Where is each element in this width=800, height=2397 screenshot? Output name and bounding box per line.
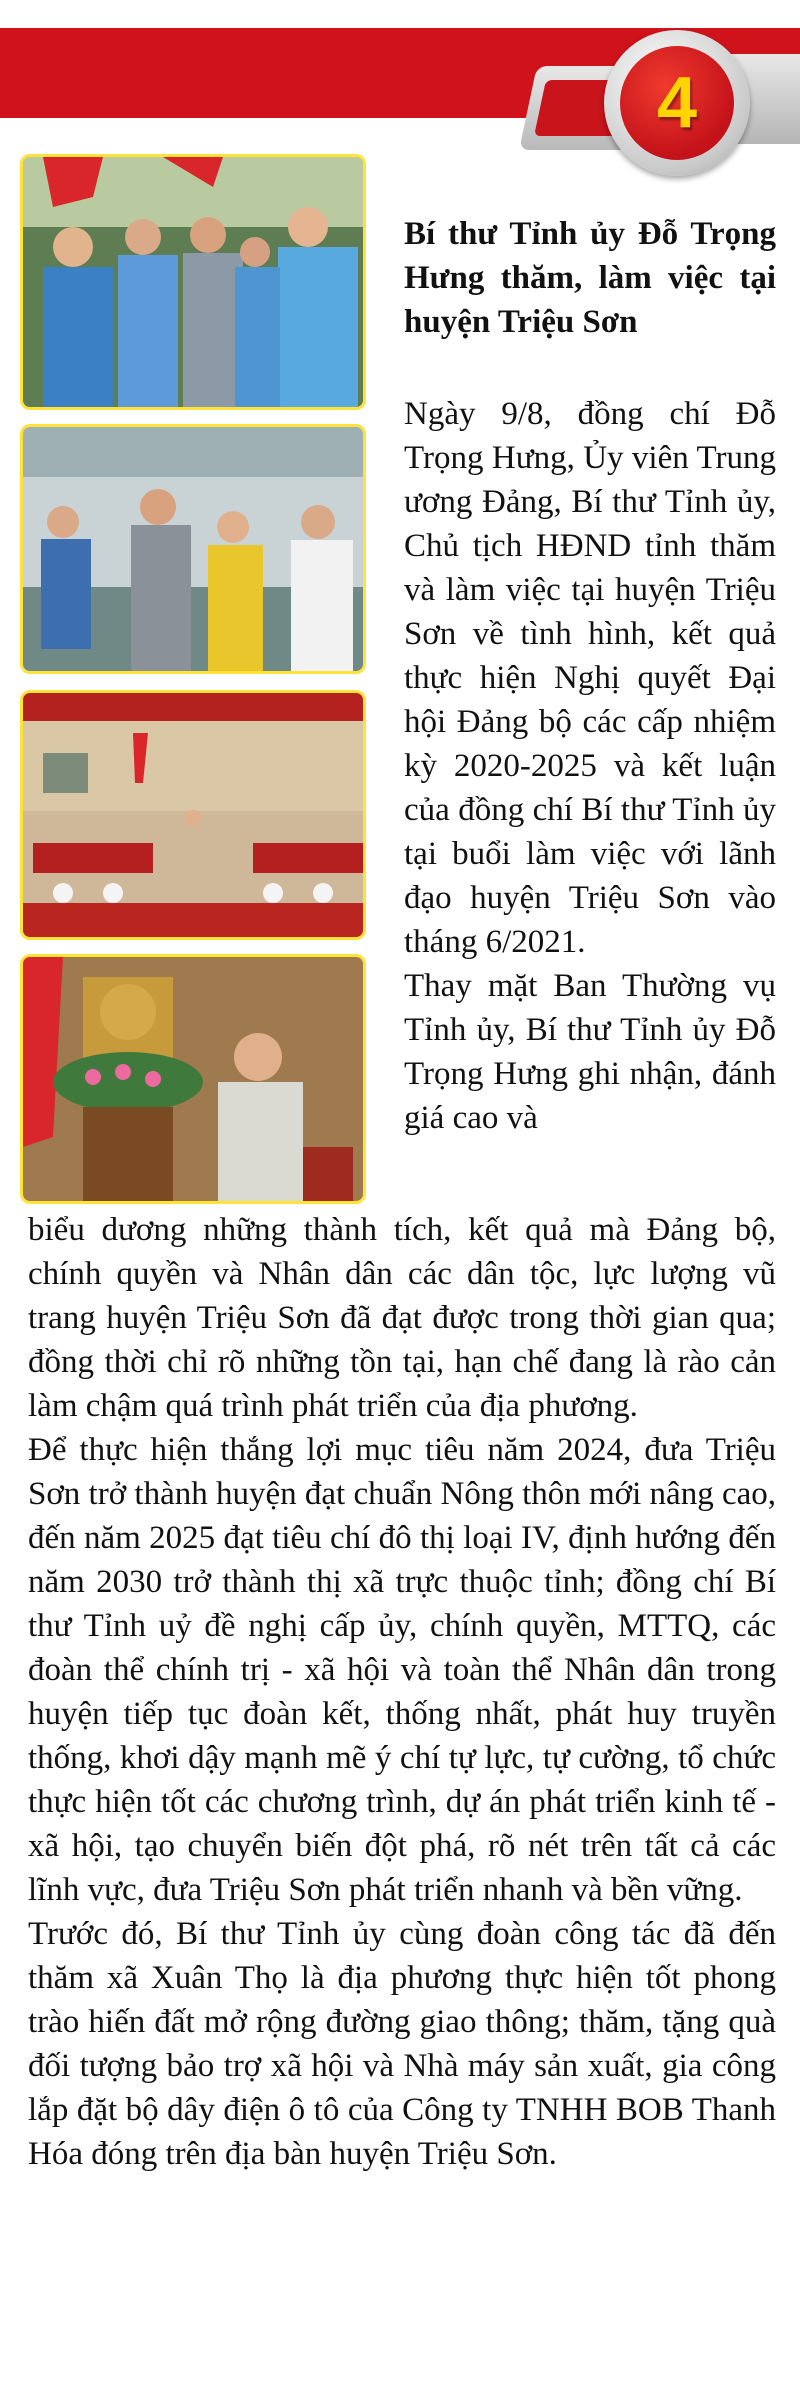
photo-factory-visit: [20, 424, 366, 674]
paragraph: biểu dương những thành tích, kết quả mà Đảng bộ, chính quyền và Nhân dân các dân tộc, lực lượng vũ trang huyện Triệu Sơn đã đạt được trong thời gian qua; đồng thời chỉ rõ những tồn tại, hạn chế đang là rào cản làm chậm quá trình phát triển của địa phương.: [28, 1212, 776, 1424]
paragraph: Trước đó, Bí thư Tỉnh ủy cùng đoàn công tác đã đến thăm xã Xuân Thọ là địa phương thực hiện tốt phong trào hiến đất mở rộng đường giao thông; thăm, tặng quà đối tượng bảo trợ xã hội và Nhà máy sản xuất, gia công lắp đặt bộ dây điện ô tô của Công ty TNHH BOB Thanh Hóa đóng trên địa bàn huyện Triệu Sơn.: [28, 1916, 776, 2172]
paragraph: Ngày 9/8, đồng chí Đỗ Trọng Hưng, Ủy viên Trung ương Đảng, Bí thư Tỉnh ủy, Chủ tịch HĐND tỉnh thăm và làm việc tại huyện Triệu Sơn về tình hình, kết quả thực hiện Nghị quyết Đại hội Đảng bộ các cấp nhiệm kỳ 2020-2025 và kết luận của đồng chí Bí thư Tỉnh ủy tại buổi làm việc với lãnh đạo huyện Triệu Sơn vào tháng 6/2021.: [404, 396, 776, 960]
paragraph: Để thực hiện thắng lợi mục tiêu năm 2024, đưa Triệu Sơn trở thành huyện đạt chuẩn Nông thôn mới nâng cao, đến năm 2025 đạt tiêu chí đô thị loại IV, định hướng đến năm 2030 trở thành thị xã trực thuộc tỉnh; đồng chí Bí thư Tỉnh uỷ đề nghị cấp ủy, chính quyền, MTTQ, các đoàn thể chính trị - xã hội và toàn thể Nhân dân trong huyện tiếp tục đoàn kết, thống nhất, phát huy truyền thống, khơi dậy mạnh mẽ ý chí tự lực, tự cường, tổ chức thực hiện tốt các chương trình, dự án phát triển kinh tế - xã hội, tạo chuyển biến đột phá, rõ nét trên tất cả các lĩnh vực, đưa Triệu Sơn phát triển nhanh và bền vững.: [28, 1432, 776, 1908]
paragraph: Thay mặt Ban Thường vụ Tỉnh ủy, Bí thư Tỉnh ủy Đỗ Trọng Hưng ghi nhận, đánh giá cao và: [404, 968, 776, 1136]
photo-meeting-hall: [20, 690, 366, 940]
photo-speaker-podium: [20, 954, 366, 1204]
article-body: [28, 1208, 776, 2176]
section-number: 4: [656, 63, 698, 143]
section-badge: [620, 46, 734, 160]
article-headline: Bí thư Tỉnh ủy Đỗ Trọng Hưng thăm, làm việc tại huyện Triệu Sơn: [404, 216, 776, 340]
photo-greeting-residents: [20, 154, 366, 410]
article-intro: [404, 392, 776, 1140]
